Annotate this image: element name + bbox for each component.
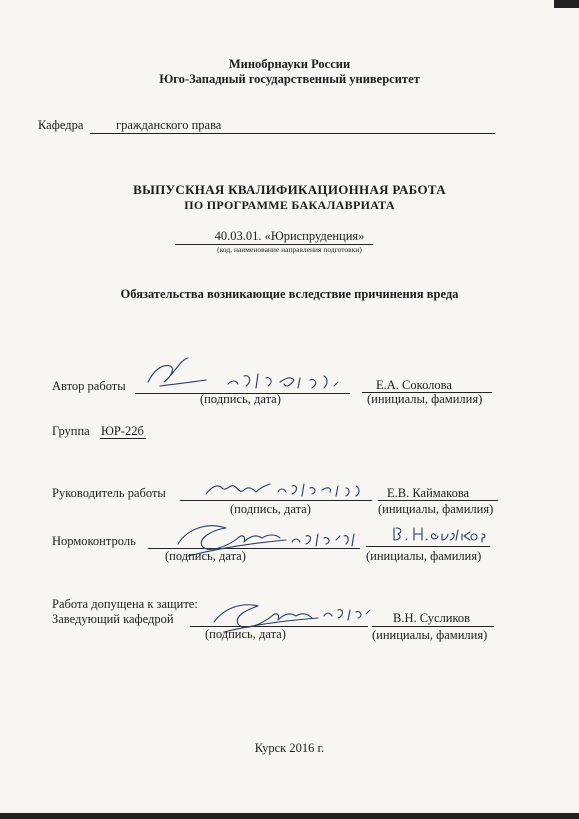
head-signature-caption: (подпись, дата) — [205, 627, 286, 641]
thesis-topic: Обязательства возникающие вследствие причинения вреда — [120, 287, 459, 301]
program-code-name: 40.03.01. «Юриспруденция» — [214, 229, 365, 243]
group-underline — [100, 438, 146, 439]
head-of-department-label: Заведующий кафедрой — [52, 612, 174, 626]
author-signature — [140, 352, 350, 396]
program-caption: (код, наименование направления подготовки) — [217, 245, 362, 254]
normcontrol-label: Нормоконтроль — [52, 534, 136, 548]
normcontrol-name-caption: (инициалы, фамилия) — [366, 549, 482, 563]
department-underline — [90, 133, 495, 134]
supervisor-signature — [200, 474, 370, 504]
admission-statement: Работа допущена к защите: — [52, 597, 198, 611]
normcontrol-handwritten-name — [390, 522, 490, 544]
document-title: ВЫПУСКНАЯ КВАЛИФИКАЦИОННАЯ РАБОТА — [133, 182, 446, 197]
author-signature-caption: (подпись, дата) — [200, 392, 281, 406]
department-label: Кафедра — [38, 118, 84, 132]
document-subtitle: ПО ПРОГРАММЕ БАКАЛАВРИАТА — [184, 198, 395, 212]
author-label: Автор работы — [52, 379, 126, 393]
author-name: Е.А. Соколова — [376, 378, 452, 392]
group-value: ЮР-22б — [101, 424, 144, 438]
normcontrol-signature-caption: (подпись, дата) — [165, 549, 246, 563]
supervisor-name-underline — [378, 500, 498, 501]
supervisor-name: Е.В. Каймакова — [387, 486, 470, 500]
head-name-underline — [372, 626, 494, 627]
supervisor-label: Руководитель работы — [52, 486, 166, 500]
university-name: Юго-Западный государственный университет — [159, 72, 420, 86]
head-name: В.Н. Сусликов — [393, 611, 471, 625]
ministry-name: Минобрнауки России — [228, 57, 351, 71]
supervisor-name-caption: (инициалы, фамилия) — [378, 502, 494, 516]
supervisor-signature-caption: (подпись, дата) — [230, 502, 311, 516]
group-label: Группа — [52, 424, 90, 438]
normcontrol-name-underline — [366, 546, 490, 547]
department-value: гражданского права — [116, 118, 222, 132]
city-year: Курск 2016 г. — [254, 741, 325, 755]
author-name-caption: (инициалы, фамилия) — [367, 392, 483, 406]
scan-edge — [0, 813, 579, 819]
scan-edge — [554, 0, 579, 8]
head-name-caption: (инициалы, фамилия) — [372, 628, 488, 642]
